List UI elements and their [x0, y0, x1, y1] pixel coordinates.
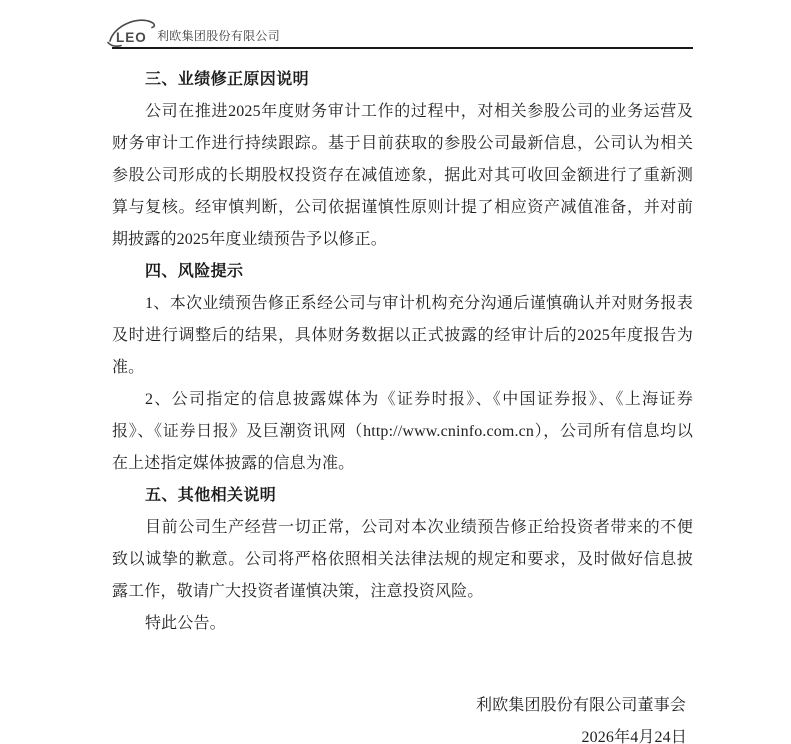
company-name: 利欧集团股份有限公司 [157, 29, 281, 43]
section-heading-5: 五、其他相关说明 [145, 487, 277, 504]
closing-line: 特此公告。 [145, 615, 226, 632]
page-header [112, 0, 693, 49]
section-heading-4: 四、风险提示 [145, 263, 244, 280]
logo-text: LEO [116, 30, 147, 45]
paragraph: 1、本次业绩预告修正系经公司与审计机构充分沟通后谨慎确认并对财务报表及时进行调整后的结果，具体财务数据以正式披露的经审计后的2025年度报告为准。 [112, 295, 693, 376]
board-signature: 利欧集团股份有限公司董事会 [476, 697, 686, 714]
section-heading-3: 三、业绩修正原因说明 [145, 71, 310, 88]
paragraph: 目前公司生产经营一切正常，公司对本次业绩预告修正给投资者带来的不便致以诚挚的歉意。公司将严格依照相关法律法规的规定和要求，及时做好信息披露工作，敬请广大投资者谨慎决策，注意投资风险。 [112, 519, 693, 600]
announcement-date: 2026年4月24日 [581, 729, 687, 744]
leo-logo-icon [105, 13, 157, 49]
announcement-body [112, 51, 693, 744]
signature-block [112, 690, 693, 744]
paragraph: 公司在推进2025年度财务审计工作的过程中，对相关参股公司的业务运营及财务审计工作进行持续跟踪。基于目前获取的参股公司最新信息，公司认为相关参股公司形成的长期股权投资存在减值迹象，据此对其可收回金额进行了重新测算与复核。经审慎判断，公司依据谨慎性原则计提了相应资产减值准备，并对前期披露的2025年度业绩预告予以修正。 [112, 103, 693, 248]
paragraph: 2、公司指定的信息披露媒体为《证券时报》、《中国证券报》、《上海证券报》、《证券日报》及巨潮资讯网（http://www.cninfo.com.cn），公司所有信息均以在上述指定媒体披露的信息为准。 [112, 391, 693, 472]
